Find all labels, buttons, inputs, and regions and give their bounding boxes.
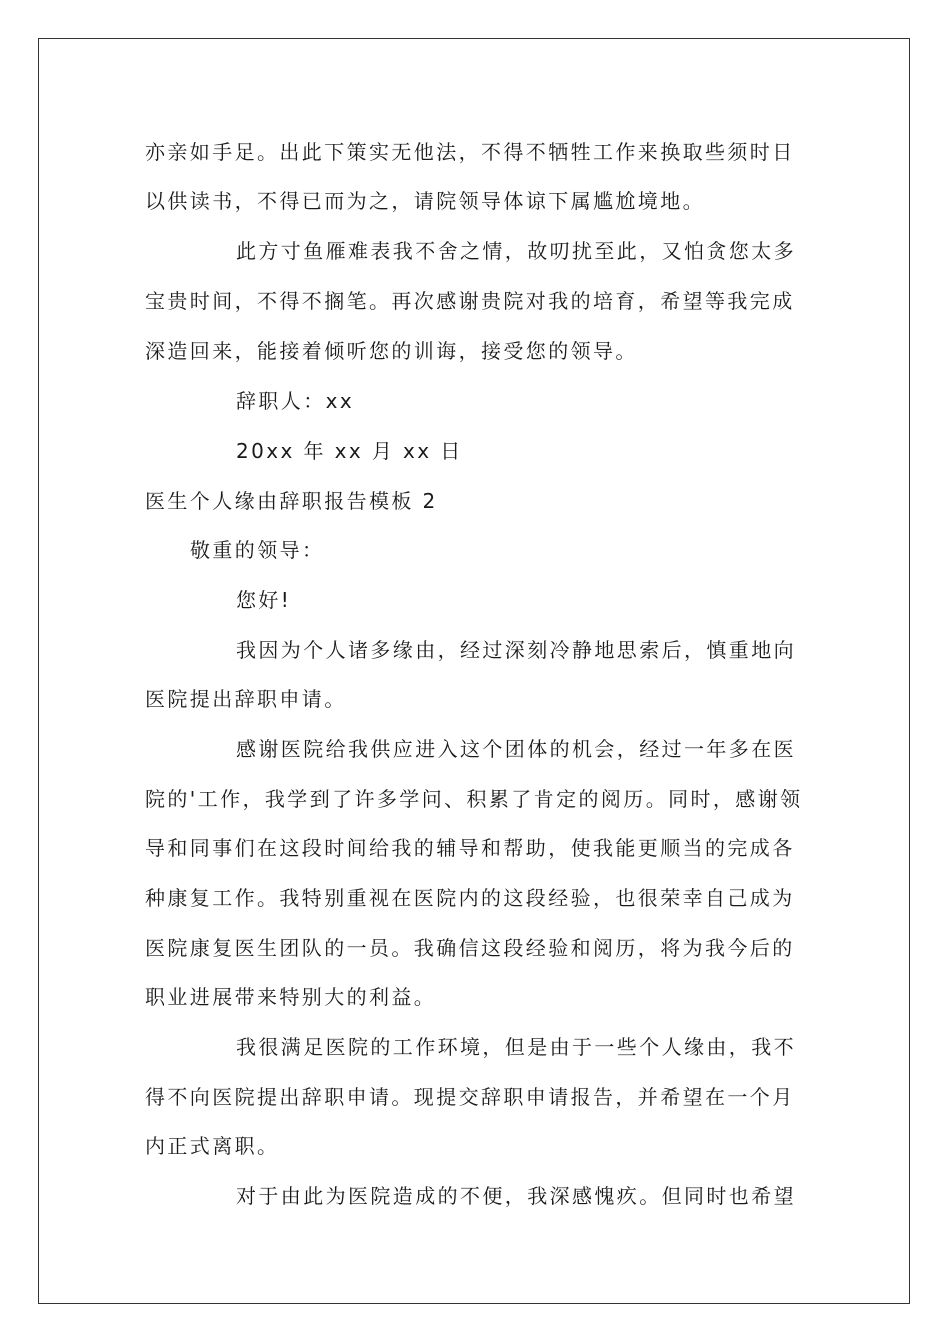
greeting: 您好! (236, 588, 292, 612)
text-line: 亦亲如手足。出此下策实无他法，不得不牺牲工作来换取些须时日 (145, 140, 795, 164)
text-line: 得不向医院提出辞职申请。现提交辞职申请报告，并希望在一个月 (145, 1085, 795, 1109)
text-line: 种康复工作。我特别重视在医院内的这段经验，也很荣幸自己成为 (145, 886, 795, 910)
text-line: 深造回来，能接着倾听您的训诲，接受您的领导。 (145, 339, 638, 363)
text-line: 宝贵时间，不得不搁笔。再次感谢贵院对我的培育，希望等我完成 (145, 289, 795, 313)
text-line: 医院提出辞职申请。 (145, 687, 347, 711)
text-line: 以供读书，不得已而为之，请院领导体谅下属尴尬境地。 (145, 189, 705, 213)
paragraph-start: 我很满足医院的工作环境，但是由于一些个人缘由，我不 (236, 1035, 796, 1059)
text-line: 内正式离职。 (145, 1134, 280, 1158)
text-line: 院的'工作，我学到了许多学问、积累了肯定的阅历。同时，感谢领 (145, 787, 803, 811)
signature-name: 辞职人：xx (236, 389, 355, 413)
text-line: 医院康复医生团队的一员。我确信这段经验和阅历，将为我今后的 (145, 936, 795, 960)
paragraph-start: 此方寸鱼雁难表我不舍之情，故叨扰至此，又怕贪您太多 (236, 239, 796, 263)
signature-date: 20xx 年 xx 月 xx 日 (236, 439, 463, 463)
page-border (38, 38, 910, 1304)
salutation: 敬重的领导： (190, 538, 325, 562)
text-line: 导和同事们在这段时间给我的辅导和帮助，使我能更顺当的完成各 (145, 836, 795, 860)
section-title: 医生个人缘由辞职报告模板 2 (145, 489, 438, 513)
paragraph-start: 感谢医院给我供应进入这个团体的机会，经过一年多在医 (236, 737, 796, 761)
paragraph-start: 对于由此为医院造成的不便，我深感愧疚。但同时也希望 (236, 1184, 796, 1208)
text-line: 职业进展带来特别大的利益。 (145, 985, 437, 1009)
paragraph-start: 我因为个人诸多缘由，经过深刻冷静地思索后，慎重地向 (236, 638, 796, 662)
